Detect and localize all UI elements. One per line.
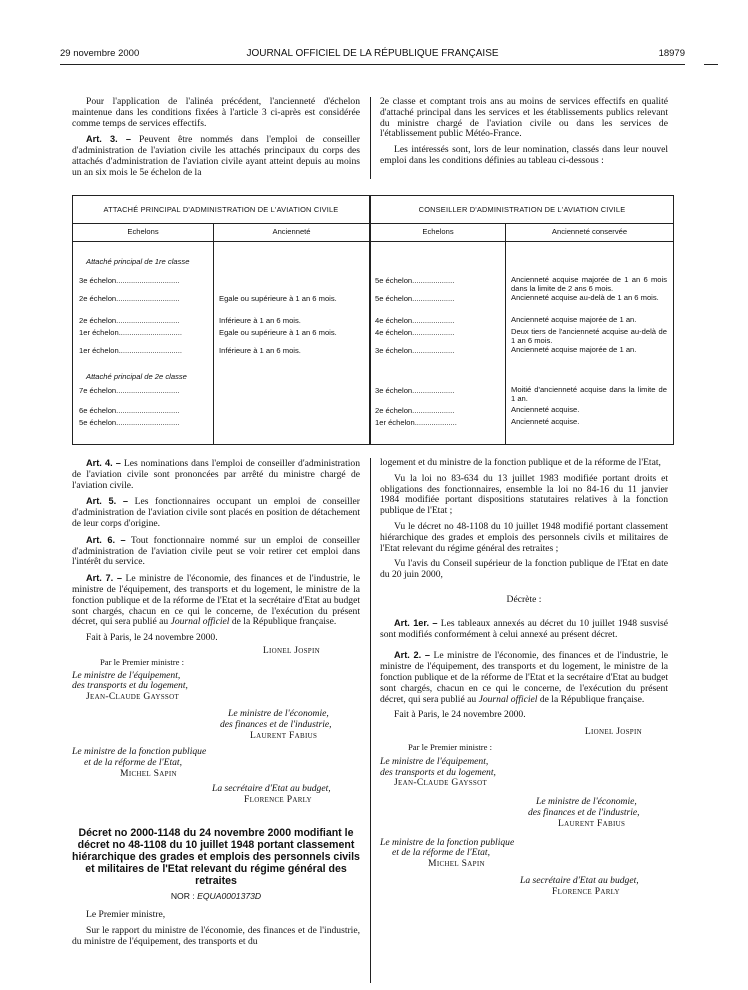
signatory-title: Le ministre de l'équipement, — [72, 669, 181, 681]
leader-dots: .............................. — [118, 346, 182, 355]
table-cell-a1: Inférieure à 1 an 6 mois. — [219, 316, 301, 325]
signatory-title: des transports et du logement, — [380, 766, 496, 778]
article-text: Les nominations dans l'emploi de conseiller d'administration de l'aviation civile sont prononcées par arrêté du ministre chargé de l'aviation civile. — [72, 458, 360, 491]
signatory-title: La secrétaire d'Etat au budget, — [212, 782, 331, 794]
table-cell-a2: Ancienneté acquise majorée de 1 an. — [511, 345, 637, 354]
nor-label: NOR : — [170, 891, 198, 902]
leader-dots: .................... — [412, 386, 455, 395]
leader-dots: .............................. — [118, 328, 182, 337]
bottom-right-column — [380, 458, 668, 898]
table-cell-e1: 2e échelon.............................. — [79, 316, 180, 325]
table-section-label: Attaché principal de 2e classe — [86, 372, 187, 381]
table-cell-e2: 4e échelon.................... — [375, 328, 455, 337]
signatory-name: Jean-Claude Gayssot — [394, 777, 488, 789]
page-number: 18979 — [658, 48, 685, 59]
paragraph: Sur le rapport du ministre de l'économie, des finances et de l'industrie, du ministre de l'équipement, des transports et du — [72, 924, 360, 947]
leader-dots: .................... — [412, 294, 455, 303]
signatory-title: Le ministre de l'économie, — [536, 796, 637, 808]
article-text: Tout fonctionnaire nommé sur un emploi de conseiller d'administration de l'aviation civile peut se voir retirer cet emploi dans l'intérêt du service. — [72, 534, 360, 568]
table-right-title: CONSEILLER D'ADMINISTRATION DE L'AVIATION CIVILE — [418, 205, 626, 214]
article-3 — [72, 134, 360, 178]
leader-dots: .................... — [412, 328, 455, 337]
signatory-name: Michel Sapin — [120, 767, 177, 779]
article-text: Les fonctionnaires occupant un emploi de conseiller d'administration de l'aviation civile sont placés en position de détachement de leur corps d'origine. — [72, 496, 360, 529]
table-cell-a2: Ancienneté acquise majorée de 1 an 6 mois dans la limite de 2 ans 6 mois. — [511, 275, 667, 293]
top-left-column — [72, 97, 360, 184]
nor-line — [72, 891, 360, 902]
leader-dots: .............................. — [116, 418, 180, 427]
signatory-title: et de la réforme de l'Etat, — [84, 757, 182, 769]
journal-name: Journal officiel — [170, 616, 230, 628]
paragraph: Vu l'avis du Conseil supérieur de la fonction publique de l'Etat en date du 20 juin 2000, — [380, 558, 668, 581]
signatory-name: Laurent Fabius — [250, 729, 318, 741]
journal-title: JOURNAL OFFICIEL DE LA RÉPUBLIQUE FRANÇAISE — [246, 48, 499, 59]
leader-dots: .................... — [414, 418, 457, 427]
leader-dots: .................... — [412, 406, 455, 415]
par-line: Par le Premier ministre : — [408, 741, 493, 752]
paragraph: Pour l'application de l'alinéa précédent, l'ancienneté d'échelon maintenue dans les conditions fixées à l'article 3 ci-après est considérée comme temps de services effectifs. — [72, 96, 360, 129]
signatory-title: Le ministre de la fonction publique — [72, 746, 207, 758]
header-rule — [60, 64, 685, 65]
article-2 — [380, 650, 668, 705]
column-divider — [370, 97, 371, 179]
table-section-label: Attaché principal de 1re classe — [86, 257, 190, 266]
signatory-name: Florence Parly — [244, 793, 312, 805]
signatory-title: Le ministre de l'équipement, — [380, 755, 489, 767]
article-7 — [72, 573, 360, 628]
table-cell-e2: 2e échelon.................... — [375, 406, 455, 415]
pm-signature: Lionel Jospin — [584, 726, 642, 738]
article-text: de la République française. — [229, 616, 337, 628]
margin-mark — [704, 64, 718, 65]
article-4 — [72, 458, 360, 491]
leader-dots: .............................. — [116, 316, 180, 325]
paragraph: 2e classe et comptant trois ans au moins de services effectifs en qualité d'attaché principal dans les services et les établissements publics relevant du ministre chargé de l'aviation civile ou dans les services de l'établissement public Météo-France. — [380, 96, 668, 140]
table-cell-e1: 2e échelon.............................. — [79, 294, 180, 303]
article-5 — [72, 496, 360, 529]
top-right-column — [380, 97, 668, 172]
leader-dots: .............................. — [116, 386, 180, 395]
nor-value: EQUA0001373D — [197, 891, 262, 902]
signatory-title: des finances et de l'industrie, — [528, 806, 640, 818]
bottom-left-column — [72, 458, 360, 953]
paragraph: Les intéressés sont, lors de leur nomination, classés dans leur nouvel emploi dans les conditions définies au tableau ci-dessous : — [380, 144, 668, 166]
signatory-title: des transports et du logement, — [72, 680, 188, 692]
signatory-title: et de la réforme de l'Etat, — [392, 847, 490, 859]
table-cell-e1: 7e échelon.............................. — [79, 386, 180, 395]
table-cell-a2: Ancienneté acquise majorée de 1 an. — [511, 315, 637, 324]
leader-dots: .............................. — [116, 276, 180, 285]
fait-line: Fait à Paris, le 24 novembre 2000. — [394, 709, 526, 721]
table-cell-e2: 3e échelon.................... — [375, 346, 455, 355]
decrete: Décrète : — [506, 593, 542, 605]
table-cell-e1: 5e échelon.............................. — [79, 418, 180, 427]
paragraph: Le Premier ministre, — [86, 909, 166, 921]
signatory-name: Michel Sapin — [428, 858, 485, 870]
header-date: 29 novembre 2000 — [60, 48, 140, 59]
column-header: Echelons — [422, 227, 454, 236]
table-cell-a1: Egale ou supérieure à 1 an 6 mois. — [219, 328, 337, 337]
signatory-title: des finances et de l'industrie, — [220, 718, 332, 730]
fait-line: Fait à Paris, le 24 novembre 2000. — [86, 632, 218, 644]
signatory-title: La secrétaire d'Etat au budget, — [520, 874, 639, 886]
signatory-title: Le ministre de la fonction publique — [380, 836, 515, 848]
signatory-name: Florence Parly — [552, 885, 620, 897]
table-cell-e1: 1er échelon.............................. — [79, 328, 182, 337]
article-text: Le ministre de l'économie, des finances et de l'industrie, le ministre de l'équipement, des transports et du logement, le ministre de la fonction publique et de la réforme de l'Etat et la secrétaire d'Etat au budget sont chargés, chacun en ce qui le concerne, de l'exécution du présent décret, qui sera publié au — [380, 650, 668, 705]
article-label: Art. 3. – — [86, 134, 131, 145]
table-cell-a2: Moitié d'ancienneté acquise dans la limite de 1 an. — [511, 385, 667, 403]
article-label: Art. 5. – — [86, 496, 129, 507]
table-cell-e2: 5e échelon.................... — [375, 294, 455, 303]
table-cell-e1: 1er échelon.............................. — [79, 346, 182, 355]
table-left-title: ATTACHÉ PRINCIPAL D'ADMINISTRATION DE L'AVIATION CIVILE — [103, 205, 339, 214]
paragraph: logement et du ministre de la fonction publique et de la réforme de l'Etat, — [380, 457, 661, 468]
grade-table — [72, 195, 674, 445]
table-cell-e2: 3e échelon.................... — [375, 386, 455, 395]
article-text: Le ministre de l'économie, des finances et de l'industrie, le ministre de l'équipement, des transports et du logement, le ministre de la fonction publique et de la réforme de l'Etat et la secrétaire d'Etat au budget sont chargés, chacun en ce qui le concerne, de l'exécution du présent décret, qui sera publié au — [72, 573, 360, 628]
table-cell-a1: Egale ou supérieure à 1 an 6 mois. — [219, 294, 337, 303]
leader-dots: .............................. — [116, 294, 180, 303]
table-cell-e2: 4e échelon.................... — [375, 316, 455, 325]
article-label: Art. 2. – — [394, 650, 430, 661]
article-text: de la République française. — [537, 693, 645, 705]
column-divider — [370, 458, 371, 983]
decree-title: Décret no 2000-1148 du 24 novembre 2000 modifiant le décret no 48-1108 du 10 juillet 1948 portant classement hiérarchique des grades et emplois des personnels civils et militaires de l'Etat relevant du régime général des retraites — [72, 827, 360, 888]
signatory-name: Jean-Claude Gayssot — [86, 691, 180, 703]
table-cell-a2: Ancienneté acquise au-delà de 1 an 6 mois. — [511, 293, 659, 302]
par-line: Par le Premier ministre : — [100, 656, 185, 667]
signatory-title: Le ministre de l'économie, — [228, 707, 329, 719]
article-text: Les tableaux annexés au décret du 10 juillet 1948 susvisé sont modifiés conformément à celui annexé au présent décret. — [380, 617, 668, 640]
paragraph: Vu la loi no 83-634 du 13 juillet 1983 modifiée portant droits et obligations des fonctionnaires, ensemble la loi no 84-16 du 11 janvier 1984 modifiée portant dispositions statutaires relatives à la fonction publique de l'Etat ; — [380, 472, 668, 517]
article-label: Art. 7. – — [86, 573, 122, 584]
article-text: Peuvent être nommés dans l'emploi de conseiller d'administration de l'aviation civile les attachés principaux du corps des attachés d'administration de l'aviation civile ayant atteint depuis au moins un an six mois le 5e échelon de la — [72, 134, 361, 178]
signatory-name: Laurent Fabius — [558, 817, 626, 829]
leader-dots: .............................. — [116, 406, 180, 415]
table-cell-a2: Deux tiers de l'ancienneté acquise au-delà de 1 an 6 mois. — [511, 327, 667, 345]
table-cell-e1: 3e échelon.............................. — [79, 276, 180, 285]
column-header: Ancienneté — [272, 227, 311, 236]
article-label: Art. 1er. – — [394, 617, 438, 628]
pm-signature: Lionel Jospin — [262, 644, 320, 656]
table-cell-e2: 1er échelon.................... — [375, 418, 457, 427]
leader-dots: .................... — [412, 276, 455, 285]
table-cell-a1: Inférieure à 1 an 6 mois. — [219, 346, 301, 355]
column-header: Ancienneté conservée — [551, 227, 628, 236]
paragraph: Vu le décret no 48-1108 du 10 juillet 1948 modifié portant classement hiérarchique des grades et emplois des personnels civils et militaires de l'Etat relevant du régime général des retraites ; — [380, 520, 668, 554]
column-header: Echelons — [127, 227, 159, 236]
table-cell-a2: Ancienneté acquise. — [511, 417, 580, 426]
table-cell-e2: 5e échelon.................... — [375, 276, 455, 285]
article-label: Art. 6. – — [86, 534, 126, 545]
table-cell-a2: Ancienneté acquise. — [511, 405, 580, 414]
leader-dots: .................... — [412, 346, 455, 355]
article-label: Art. 4. – — [86, 458, 121, 468]
journal-name: Journal officiel — [478, 693, 538, 705]
article-6 — [72, 535, 360, 568]
page-header — [60, 48, 685, 62]
leader-dots: .................... — [412, 316, 455, 325]
article-1 — [380, 618, 668, 641]
table-cell-e1: 6e échelon.............................. — [79, 406, 180, 415]
